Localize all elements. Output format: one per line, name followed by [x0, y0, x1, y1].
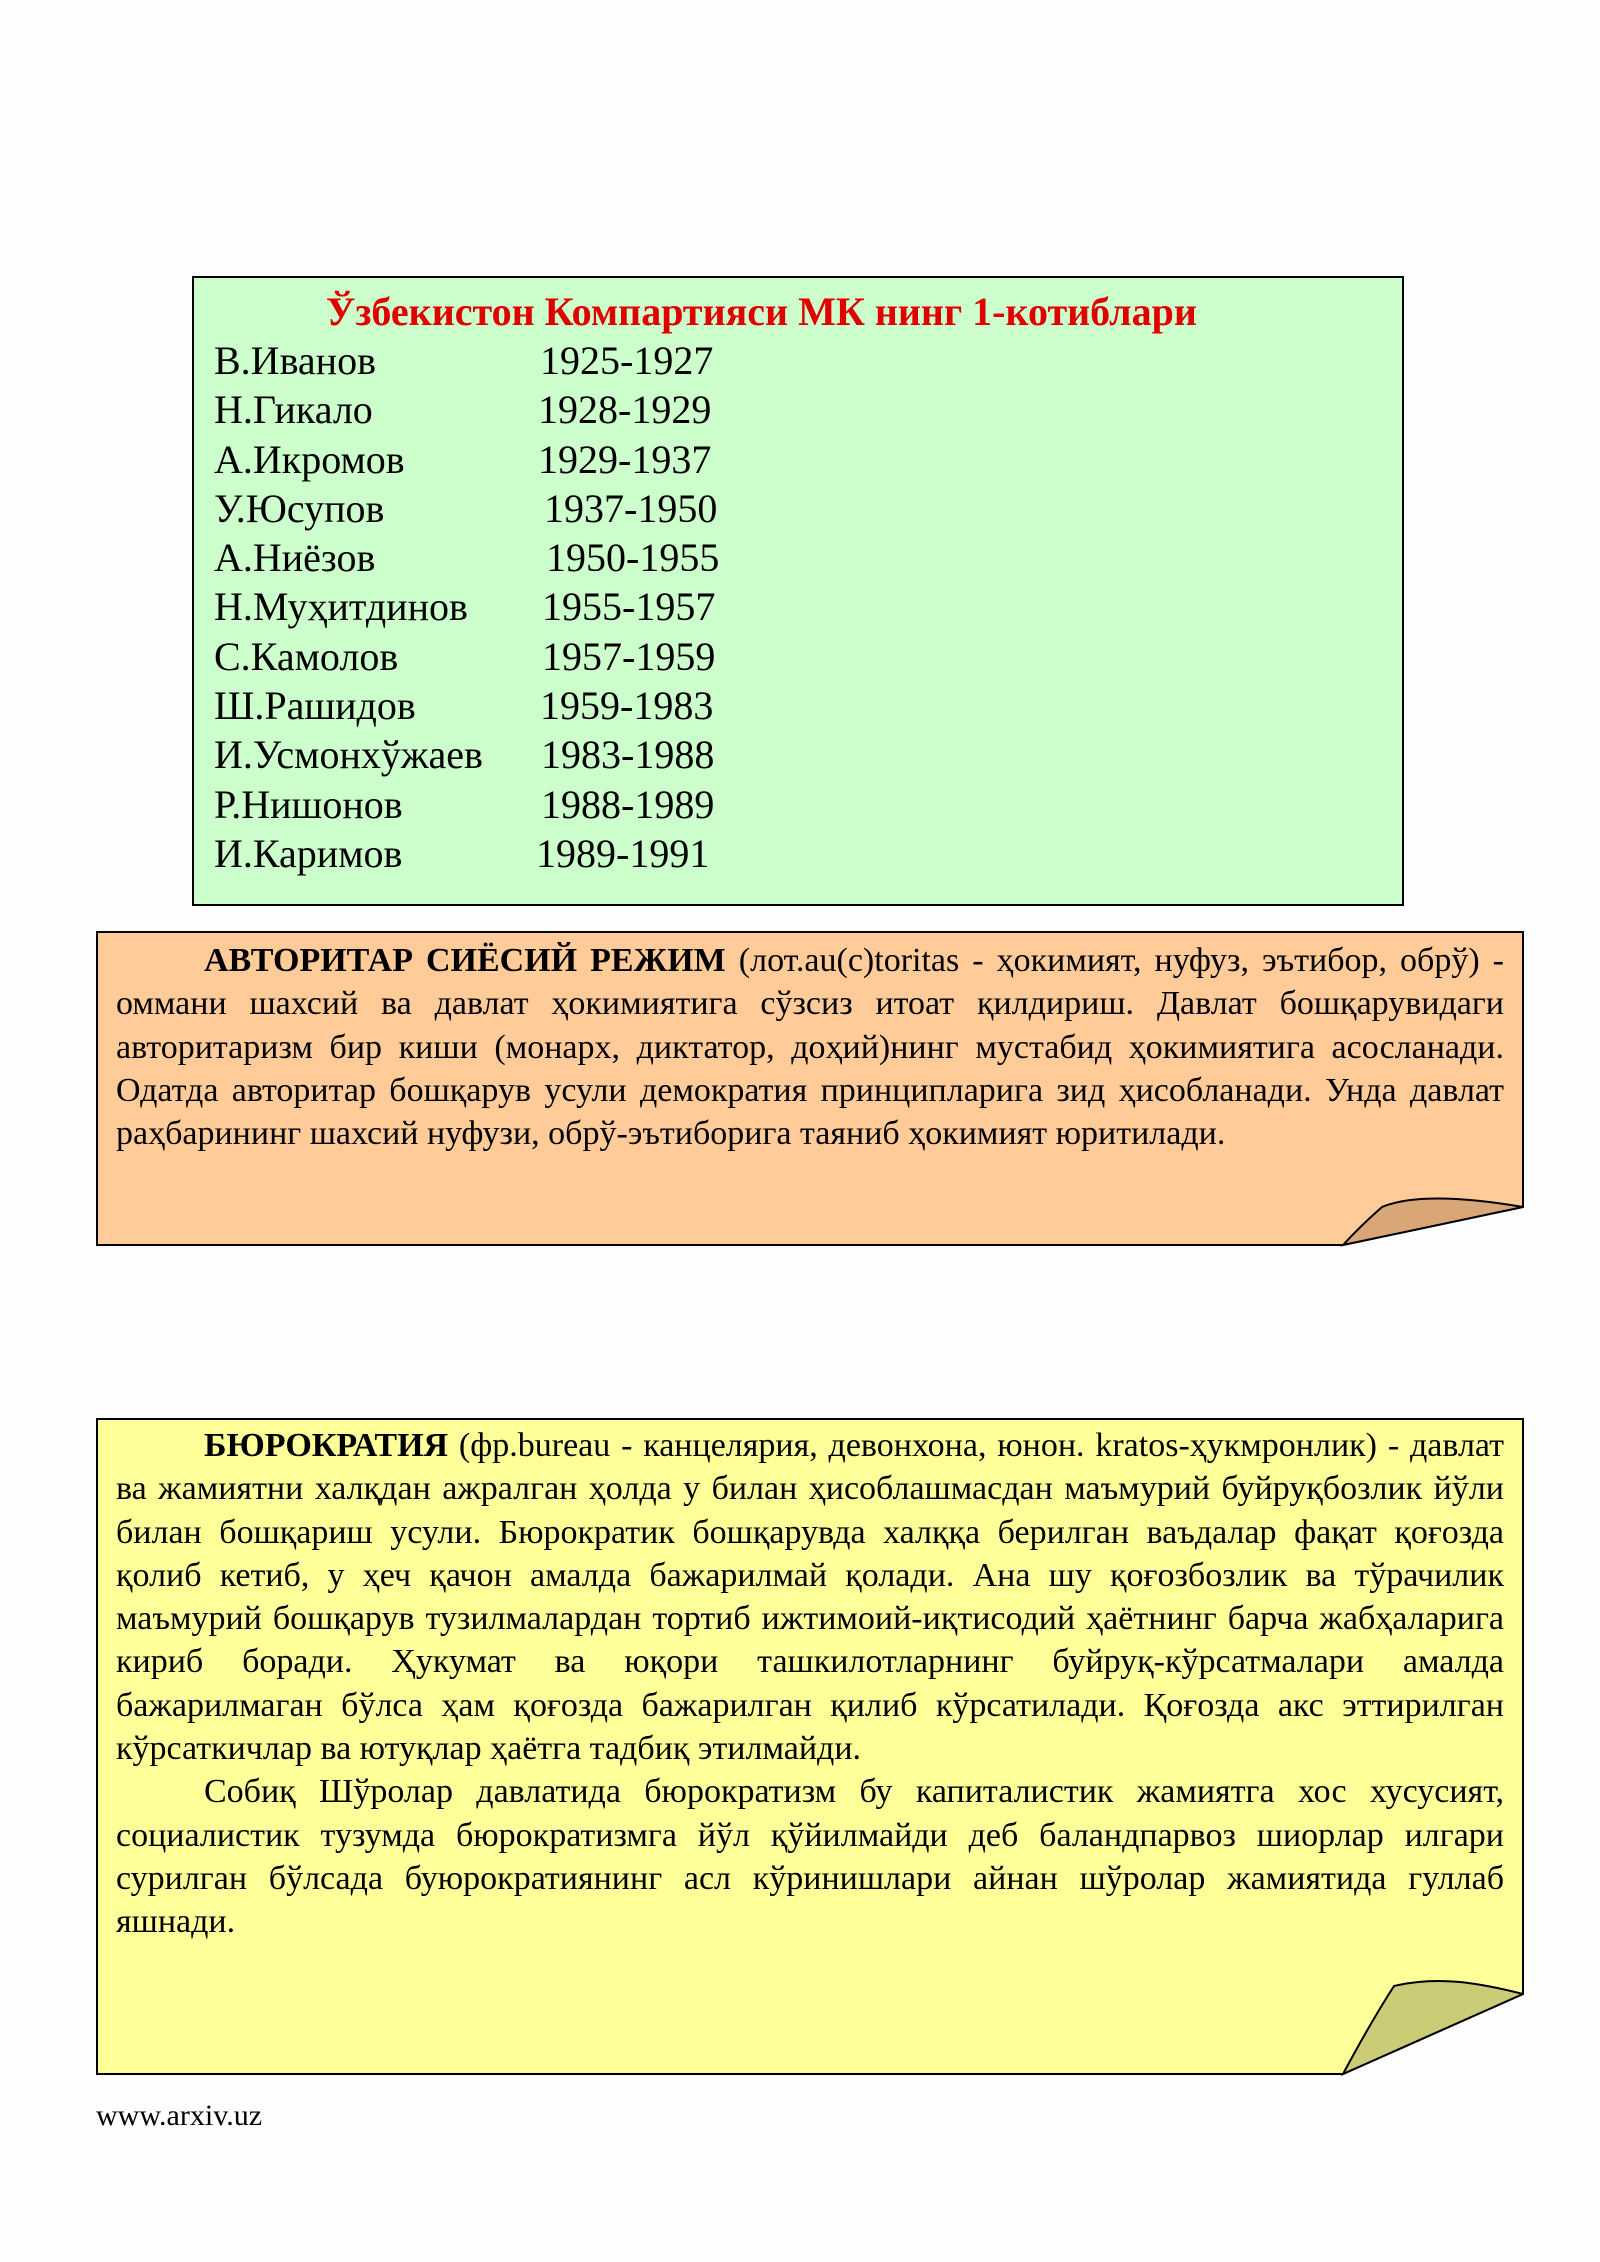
- secretary-name: С.Камолов: [214, 633, 399, 679]
- secretary-years: 1959-1983: [540, 683, 714, 729]
- secretary-years: 1929-1937: [538, 436, 712, 482]
- secretary-name: Ш.Рашидов: [214, 683, 416, 729]
- secretary-row: [214, 632, 1382, 681]
- secretary-years: 1983-1988: [541, 732, 715, 778]
- footer-url: www.arxiv.uz: [96, 2099, 263, 2132]
- secretary-name: У.Юсупов: [214, 485, 385, 531]
- authoritarian-note: [96, 931, 1524, 1247]
- secretary-row: [214, 582, 1382, 631]
- secretaries-list: [214, 336, 1382, 878]
- secretary-years: 1957-1959: [542, 633, 716, 679]
- secretary-name: И.Каримов: [214, 830, 403, 876]
- secretary-name: А.Ниёзов: [214, 535, 376, 581]
- bureaucracy-paragraph-2: Собиқ Шўролар давлатида бюрократизм бу капиталистик жамиятга хос хусусият, социалистик тузумда бюрократизмга йўл қўйилмайди деб баландпарвоз шиорлар илгари сурилган бўлсада буюрократиянинг асл кўринишлари айнан шўролар жамиятида гуллаб яшнади.: [116, 1773, 1504, 1941]
- secretary-years: 1928-1929: [538, 387, 712, 433]
- secretary-name: Р.Нишонов: [214, 781, 403, 827]
- secretary-row: [214, 780, 1382, 829]
- secretary-years: 1937-1950: [544, 485, 718, 531]
- bureaucracy-paragraph-1: [116, 1424, 1504, 1770]
- secretary-years: 1925-1927: [540, 338, 714, 383]
- secretary-row: [214, 730, 1382, 779]
- secretary-row: [214, 435, 1382, 484]
- bureaucracy-note: [96, 1418, 1524, 2076]
- bureaucracy-term: БЮРОКРАТИЯ: [204, 1427, 449, 1464]
- secretary-row: [214, 484, 1382, 533]
- secretary-years: 1989-1991: [536, 830, 710, 876]
- secretary-name: В.Иванов: [214, 338, 376, 383]
- secretaries-title: Ўзбекистон Компартияси МК нинг 1-котиблари: [326, 289, 1197, 334]
- secretary-row: [214, 336, 1382, 385]
- secretary-years: 1988-1989: [541, 781, 715, 827]
- secretary-years: 1955-1957: [542, 584, 716, 630]
- secretary-years: 1950-1955: [546, 535, 720, 581]
- authoritarian-term: АВТОРИТАР СИЁСИЙ РЕЖИМ: [204, 942, 726, 979]
- secretaries-box: [192, 276, 1404, 906]
- secretary-row: [214, 385, 1382, 434]
- authoritarian-paragraph: [116, 939, 1504, 1155]
- secretary-name: Н.Муҳитдинов: [214, 584, 468, 630]
- bureaucracy-definition: (фр.bureau - канцелярия, девонхона, юнон. kratos-ҳукмронлик) - давлат ва жамиятни халқдан ажралган ҳолда у билан ҳисоблашмасдан маъмурий буйруқбозлик йўли билан бошқариш усули. Бюрократик бошқарувда халққа берилган ваъдалар фақат қоғозда қолиб кетиб, у ҳеч қачон амалда бажарилмай қолади. Ана шу қоғозбозлик ва тўрачилик маъмурий бошқарув тузилмалардан тортиб ижтимоий-иқтисодий ҳаётнинг барча жабҳаларига кириб боради. Ҳукумат ва юқори ташкилотларнинг буйруқ-кўрсатмалари амалда бажарилмаган бўлса ҳам қоғозда бажарилган қилиб кўрсатилади. Қоғозда акс эттирилган кўрсаткичлар ва ютуқлар ҳаётга тадбиқ этилмайди.: [116, 1427, 1504, 1768]
- secretary-name: А.Икромов: [214, 436, 405, 482]
- secretary-name: Н.Гикало: [214, 387, 373, 433]
- secretary-row: [214, 829, 1382, 878]
- secretary-row: [214, 533, 1382, 582]
- secretary-row: [214, 681, 1382, 730]
- secretary-name: И.Усмонхўжаев: [214, 732, 483, 778]
- authoritarian-definition: (лот.au(c)toritas - ҳокимият, нуфуз, эътибор, обрў) - оммани шахсий ва давлат ҳокимиятига сўзсиз итоат қилдириш. Давлат бошқарувидаги авторитаризм бир киши (монарх, диктатор, доҳий)нинг мустабид ҳокимиятига асосланади. Одатда авторитар бошқарув усули демократия принципларига зид ҳисобланади. Унда давлат раҳбарининг шахсий нуфузи, обрў-эътиборига таяниб ҳокимият юритилади.: [116, 942, 1504, 1153]
